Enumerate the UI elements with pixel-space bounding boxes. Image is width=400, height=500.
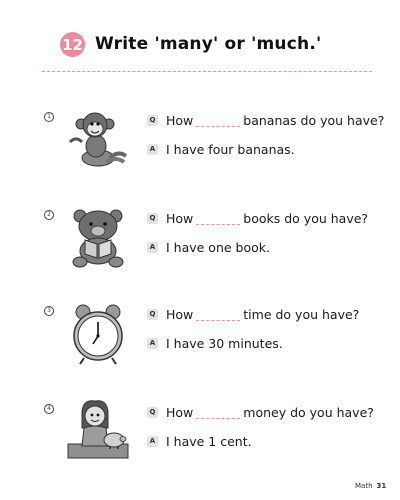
answer-badge: A: [147, 436, 158, 447]
item-number-marker: 4: [44, 404, 54, 414]
page-number: 31: [376, 482, 387, 490]
question-badge: Q: [147, 407, 158, 418]
question-item: [0, 210, 400, 290]
girl-with-piggy-bank-icon: [66, 400, 130, 464]
exercise-number-badge: 12: [60, 32, 85, 57]
header-divider: [42, 71, 372, 72]
question-item: [0, 112, 400, 192]
question-item: [0, 306, 400, 386]
question-line: [147, 112, 384, 128]
answer-badge: A: [147, 338, 158, 349]
answer-text: I have four bananas.: [166, 142, 295, 157]
question-text-end: money do you have?: [243, 405, 374, 420]
question-text-start: How: [166, 113, 194, 128]
answer-blank[interactable]: [196, 406, 240, 419]
answer-badge: A: [147, 144, 158, 155]
question-badge: Q: [147, 309, 158, 320]
answer-blank[interactable]: [196, 114, 240, 127]
answer-text: I have one book.: [166, 240, 270, 255]
question-line: [147, 306, 359, 322]
answer-badge: A: [147, 242, 158, 253]
question-text-start: How: [166, 405, 194, 420]
answer-text: I have 1 cent.: [166, 434, 252, 449]
footer-subject: Math: [355, 482, 373, 490]
alarm-clock-icon: [66, 302, 130, 366]
item-number-marker: 3: [44, 306, 54, 316]
monkey-with-bananas-icon: [66, 108, 130, 172]
answer-blank[interactable]: [196, 308, 240, 321]
page-footer: [355, 482, 386, 490]
answer-blank[interactable]: [196, 212, 240, 225]
answer-line: [147, 434, 252, 449]
item-number-marker: 1: [44, 112, 54, 122]
worksheet-header: [0, 0, 400, 80]
question-text-end: bananas do you have?: [243, 113, 385, 128]
question-item: [0, 404, 400, 484]
answer-line: [147, 240, 270, 255]
question-text-start: How: [166, 307, 194, 322]
question-text-end: books do you have?: [243, 211, 369, 226]
teddy-bear-reading-icon: [66, 206, 130, 270]
question-line: [147, 404, 374, 420]
answer-text: I have 30 minutes.: [166, 336, 283, 351]
answer-line: [147, 336, 283, 351]
item-number-marker: 2: [44, 210, 54, 220]
question-badge: Q: [147, 213, 158, 224]
worksheet-title: Write 'many' or 'much.': [95, 34, 322, 54]
question-line: [147, 210, 368, 226]
question-badge: Q: [147, 115, 158, 126]
answer-line: [147, 142, 295, 157]
question-text-start: How: [166, 211, 194, 226]
question-text-end: time do you have?: [243, 307, 360, 322]
